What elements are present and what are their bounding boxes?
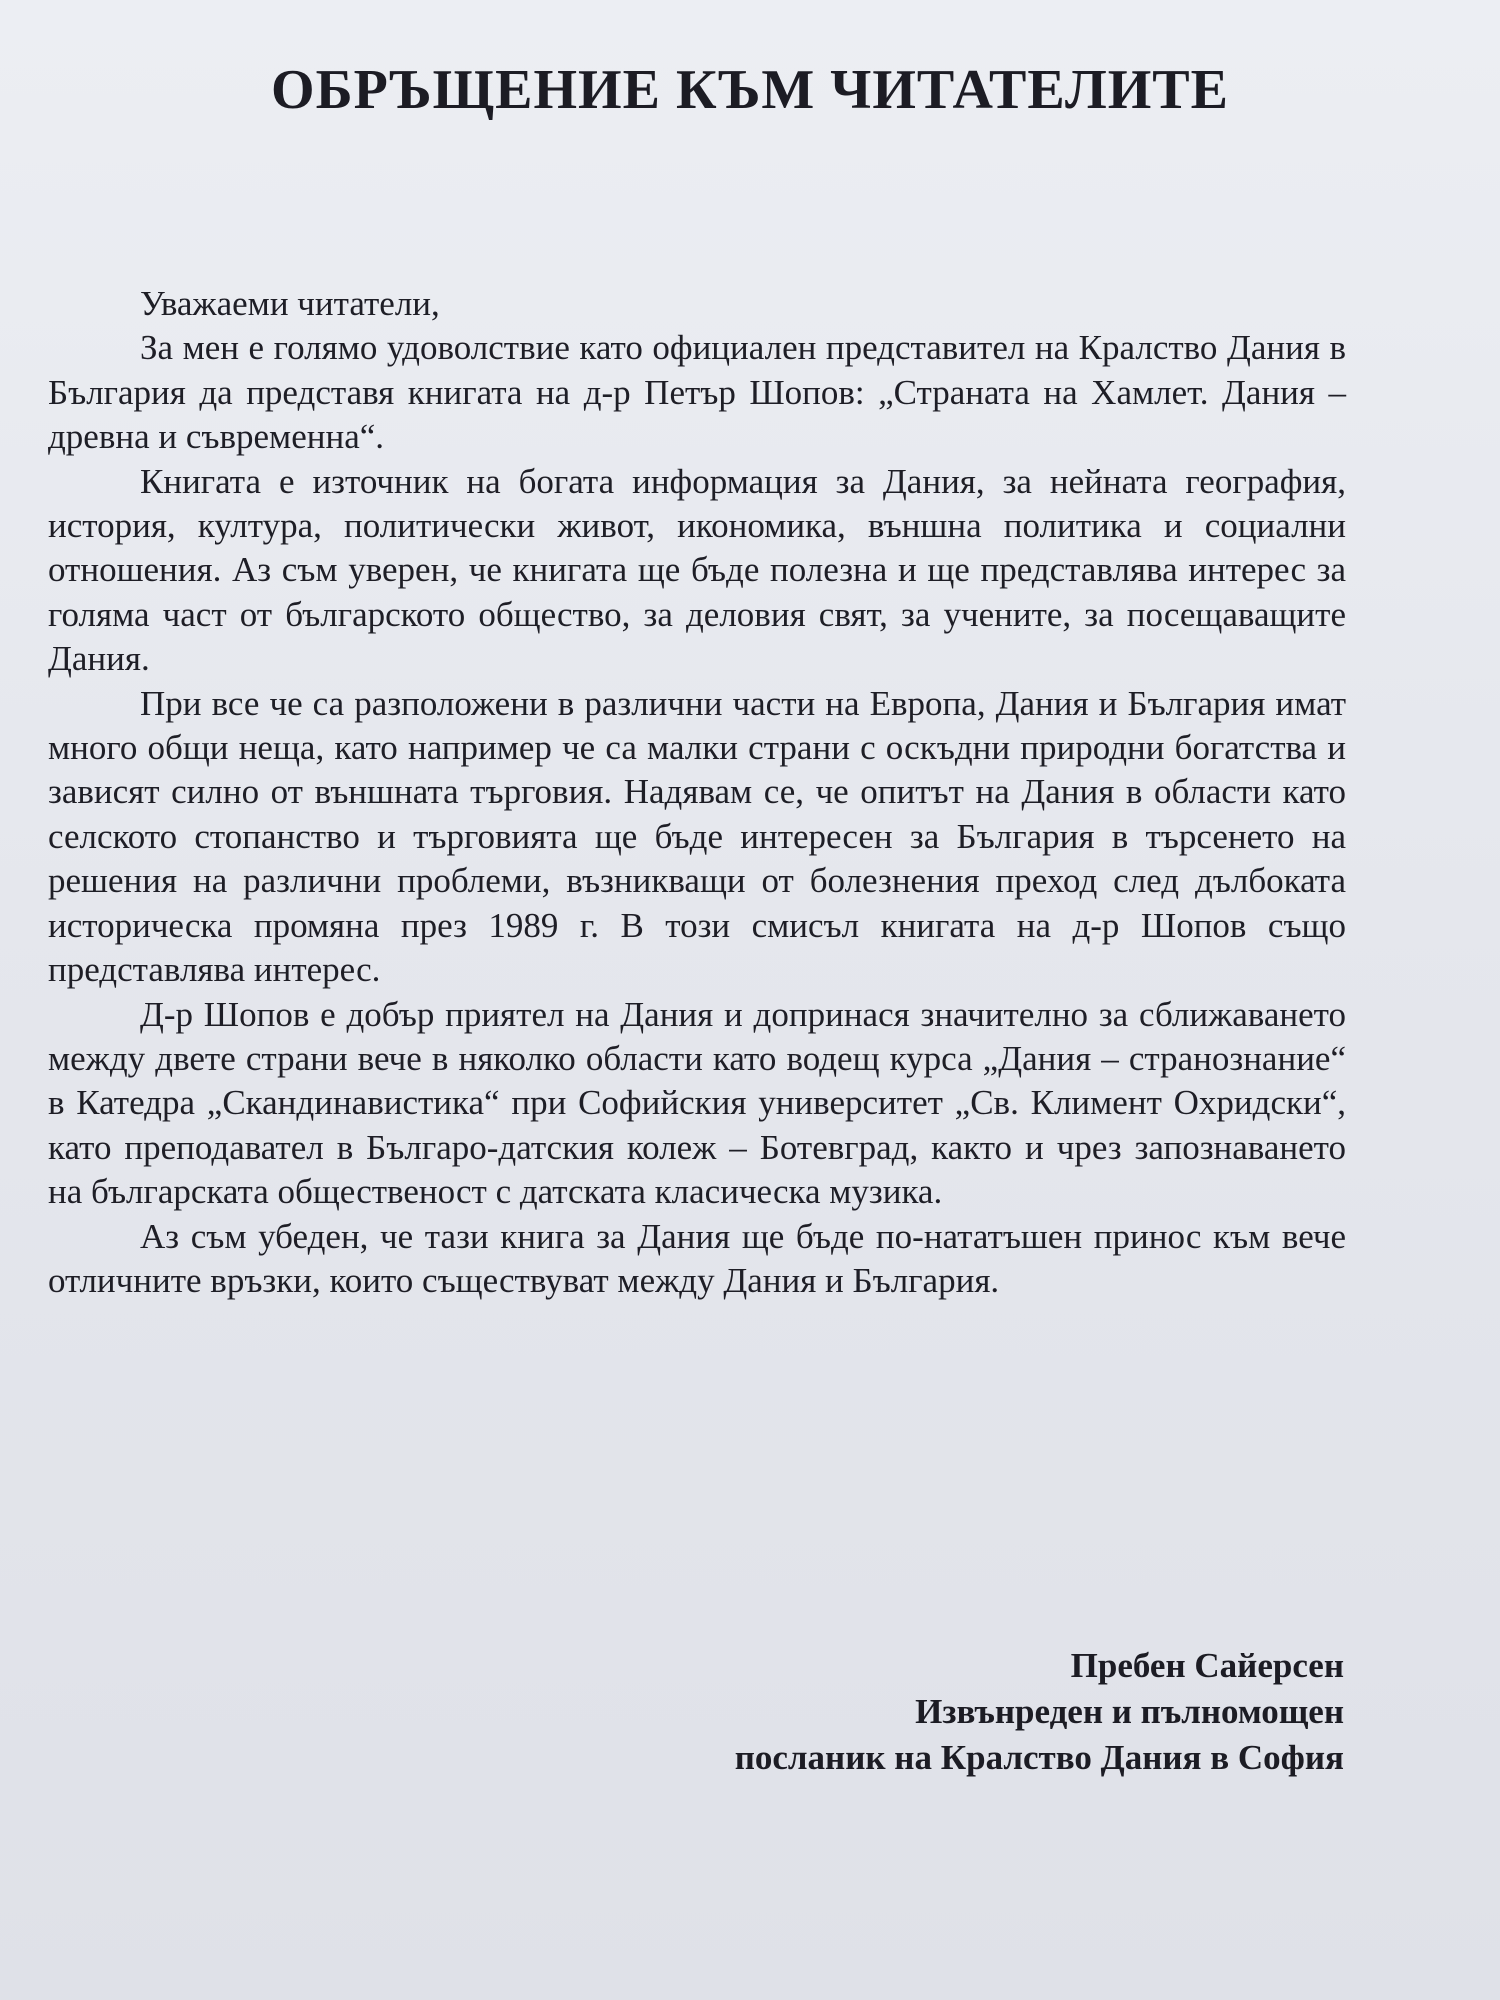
paragraph-1: За мен е голямо удоволствие като официален представител на Кралство Дания в България да представя книгата на д-р Петър Шопов: „Страната на Хамлет. Дания – древна и съвременна“.	[48, 328, 1346, 457]
salutation: Уважаеми читатели,	[140, 284, 440, 323]
page-title: ОБРЪЩЕНИЕ КЪМ ЧИТАТЕЛИТЕ	[271, 59, 1229, 121]
signature-block	[735, 1643, 1344, 1781]
paragraph-2: Книгата е източник на богата информация за Дания, за нейната география, история, култура, политически живот, икономика, външна политика и социални отношения. Аз съм уверен, че книгата ще бъде полезна и ще представлява интерес за голяма част от българското общество, за деловия свят, за учените, за посещаващите Дания.	[48, 461, 1346, 679]
signatory-title-line-1: Извънреден и пълномощен	[915, 1692, 1344, 1731]
letter-body	[48, 282, 1346, 1303]
signatory-title-line-2: посланик на Кралство Дания в София	[734, 1738, 1344, 1777]
paragraph-5: Аз съм убеден, че тази книга за Дания ще бъде по-нататъшен принос към вече отличните връзки, които съществуват между Дания и България.	[48, 1216, 1346, 1300]
paragraph-3: При все че са разположени в различни части на Европа, Дания и България имат много общи неща, като например че са малки страни с оскъдни природни богатства и зависят силно от външната търговия. Надявам се, че опитът на Дания в области като селското стопанство и търговията ще бъде интересен за България в търсенето на решения на различни проблеми, възникващи от болезнения преход след дълбоката историческа промяна през 1989 г. В този смисъл книгата на д-р Шопов също представлява интерес.	[48, 683, 1346, 990]
signatory-name: Пребен Сайерсен	[1070, 1646, 1344, 1685]
paragraph-4: Д-р Шопов е добър приятел на Дания и допринася значително за сближаването между двете страни вече в няколко области като водещ курса „Дания – странознание“ в Катедра „Скандинавистика“ при Софийския университет „Св. Климент Охридски“, като преподавател в Българо-датския колеж – Ботевград, както и чрез запознаването на българската общественост с датската класическа музика.	[48, 994, 1346, 1212]
